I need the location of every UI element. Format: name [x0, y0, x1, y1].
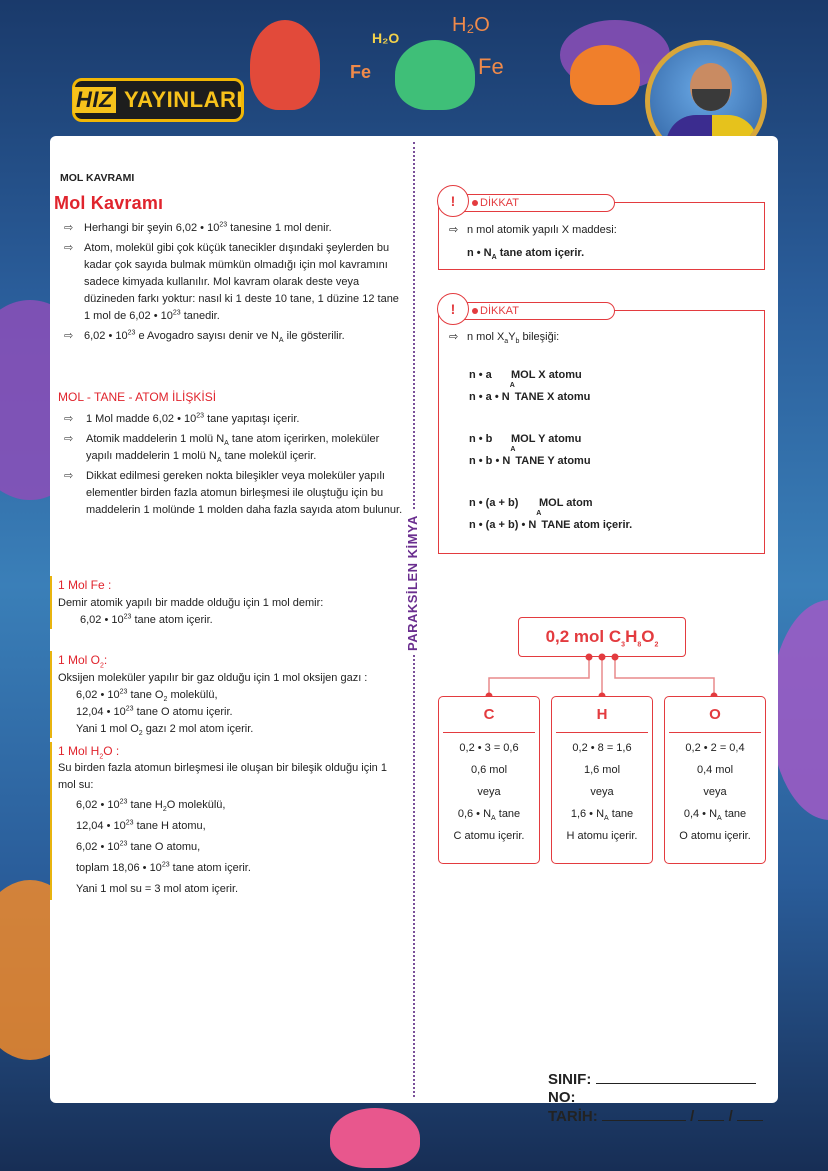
- card-c-count: 0,6 • $N_A$ tane: [457, 808, 521, 823]
- element-card-o: [664, 696, 766, 864]
- card-o-mol: 0,4 mol: [696, 764, 734, 776]
- element-card-c: [438, 696, 540, 864]
- brand-logo: [72, 78, 244, 122]
- note1-line1: ⇨ n mol atomik yapılı X maddesi:: [449, 219, 754, 242]
- formula-fe-text-2: Fe: [478, 54, 504, 79]
- note1-line2: n • $N_A$ tane atom içerir.: [467, 247, 585, 262]
- date-row: TARİH: / /: [548, 1107, 763, 1126]
- card-h-mol: 1,6 mol: [583, 764, 621, 776]
- card-c-atoms: C atomu içerir.: [453, 830, 525, 842]
- note2-row-1: n • a MOL X atomu: [469, 368, 582, 381]
- card-h-head: H: [556, 697, 648, 733]
- relation-bullet-1: ⇨ 1 Mol madde 6,02 • $10^{23}$ tane yapıtaşı içerir.: [56, 411, 406, 428]
- vertical-brand-label: PARAKSİLEN KİMYA: [405, 511, 420, 655]
- example-h2o-line5: toplam 18,06 • $10^{23}$ tane atom içerir.: [76, 860, 251, 874]
- avatar-beard: [692, 89, 730, 111]
- date-month-input[interactable]: [698, 1107, 724, 1121]
- note2-row-3: n • b MOL Y atomu: [469, 432, 582, 445]
- example-h2o-line2: 6,02 • $10^{23}$ tane $H_2O$ molekülü,: [76, 797, 226, 813]
- student-info-form: [548, 1070, 763, 1126]
- example-h2o-line1: Su birden fazla atomun birleşmesi ile oluşan bir bileşik olduğu için 1 mol su:: [58, 762, 387, 792]
- card-h-count: 1,6 • $N_A$ tane: [570, 808, 634, 823]
- card-c-head: C: [443, 697, 535, 733]
- page-title: Mol Kavramı: [54, 193, 164, 214]
- intro-bullet-2: ⇨ Atom, molekül gibi çok küçük tanecikler dışındaki şeylerden bu kadar çok sayıda bulmak mümkün olmadığı için mol kavramını sadece kimyada kullanılır. Mol kavram olarak deste veya düzineden farkı yoktur: nasıl ki 1 deste 10 tane, 1 düzine 12 tane 1 mol de 6,02 • $10^{23}$ tanedir.: [56, 240, 406, 325]
- note2-row-4: n • b • N A TANE Y atomu: [469, 445, 591, 467]
- logo-word-1: HIZ: [73, 87, 116, 113]
- relation-bullet-3: ⇨ Dikkat edilmesi gereken nokta bileşikler veya moleküler yapılı elementler birden fazla atomun birleşmesi ile oluştuğu için bu maddelerin 1 molünde 1 molden daha fazla sayıda atom bulunur.: [56, 468, 406, 519]
- flask-green-icon: [395, 40, 475, 110]
- example-o2: [50, 651, 406, 738]
- example-o2-line2: 6,02 • $10^{23}$ tane $O_2$ molekülü,: [76, 688, 218, 703]
- note2-line1: ⇨ n mol $X_aY_b$ bileşiği:: [449, 327, 754, 348]
- card-h-atoms: H atomu içerir.: [566, 830, 638, 842]
- relation-bullet-2: ⇨ Atomik maddelerin 1 molü $N_A$ tane atom içerirken, moleküler yapılı maddelerin 1 molü $N_A$ tane molekül içerir.: [56, 431, 406, 465]
- formula-h2o-text-2: H₂O: [452, 14, 490, 36]
- card-h-calc: 0,2 • 8 = 1,6: [572, 742, 632, 754]
- card-o-head: O: [669, 697, 761, 733]
- example-fe-line1: Demir atomik yapılı bir madde olduğu için 1 mol demir:: [58, 596, 324, 609]
- formula-h2o-text: H₂O: [372, 30, 400, 46]
- example-fe-head: 1 Mol Fe :: [58, 578, 112, 593]
- example-h2o-line6: Yani 1 mol su = 3 mol atom içerir.: [76, 882, 239, 895]
- note2-row-6: n • (a + b) • N A TANE atom içerir.: [469, 509, 633, 531]
- number-row: NO:: [548, 1089, 576, 1106]
- card-h-or: veya: [590, 786, 614, 798]
- intro-bullet-1: ⇨ Herhangi bir şeyin 6,02 • $10^{23}$ tanesine 1 mol denir.: [56, 220, 406, 237]
- note-box-2: [438, 301, 765, 554]
- date-year-input[interactable]: [737, 1107, 763, 1121]
- example-h2o-head: 1 Mol $H_2O$ :: [58, 743, 120, 761]
- left-column: [56, 170, 406, 900]
- card-o-count: 0,4 • $N_A$ tane: [683, 808, 747, 823]
- example-o2-line3: 12,04 • $10^{23}$ tane O atomu içerir.: [76, 705, 233, 718]
- logo-word-2: YAYINLARI: [123, 87, 243, 112]
- warning-icon-2: !: [437, 293, 469, 325]
- example-fe-line2: 6,02 • $10^{23}$ tane atom içerir.: [80, 613, 213, 626]
- intro-bullet-3: ⇨ 6,02 • $10^{23}$ e Avogadro sayısı denir ve $N_A$ ile gösterilir.: [56, 328, 406, 345]
- example-fe: [50, 576, 406, 629]
- section-label: MOL KAVRAMI: [60, 172, 135, 184]
- card-o-atoms: O atomu içerir.: [679, 830, 751, 842]
- diagram-title: 0,2 mol $C_3H_8O_2$: [518, 617, 686, 657]
- relation-title: MOL - TANE - ATOM İLİŞKİSİ: [58, 390, 217, 405]
- note2-row-2: n • a • N A TANE X atomu: [469, 381, 591, 403]
- card-o-calc: 0,2 • 2 = 0,4: [685, 742, 745, 754]
- flask-red-icon: [250, 20, 320, 110]
- note2-row-5: n • (a + b) MOL atom: [469, 496, 593, 509]
- card-c-mol: 0,6 mol: [470, 764, 508, 776]
- note-tag-2: DİKKAT: [445, 302, 615, 320]
- note-box-1: [438, 193, 765, 270]
- example-h2o: [50, 742, 406, 900]
- example-h2o-line4: 6,02 • $10^{23}$ tane O atomu,: [76, 839, 201, 853]
- example-o2-line4: Yani 1 mol $O_2$ gazı 2 mol atom içerir.: [76, 722, 254, 737]
- example-o2-head: 1 Mol $O_2$:: [58, 653, 108, 670]
- note-tag-1: DİKKAT: [445, 194, 615, 212]
- card-o-or: veya: [703, 786, 727, 798]
- date-day-input[interactable]: [602, 1107, 686, 1121]
- element-card-h: [551, 696, 653, 864]
- formula-fe-text: Fe: [350, 62, 372, 82]
- card-c-or: veya: [477, 786, 501, 798]
- card-c-calc: 0,2 • 3 = 0,6: [459, 742, 519, 754]
- class-input[interactable]: [596, 1070, 756, 1084]
- bg-smoke-right: [770, 600, 828, 820]
- example-o2-line1: Oksijen moleküler yapılır bir gaz olduğu için 1 mol oksijen gazı :: [58, 671, 368, 684]
- flask-bottom-icon: [330, 1108, 420, 1168]
- flask-orange-icon: [570, 45, 640, 105]
- example-h2o-line3: 12,04 • $10^{23}$ tane H atomu,: [76, 818, 206, 832]
- warning-icon: !: [437, 185, 469, 217]
- class-row: SINIF:: [548, 1070, 763, 1089]
